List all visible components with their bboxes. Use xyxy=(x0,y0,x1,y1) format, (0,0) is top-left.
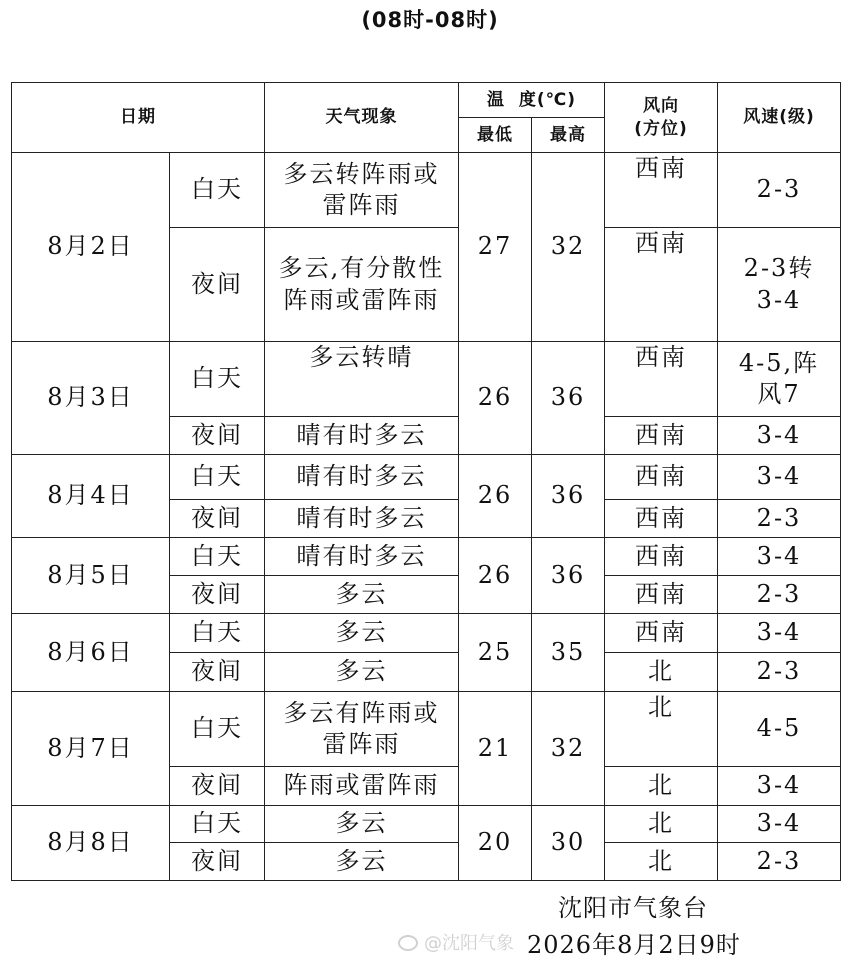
period-label: 白天 xyxy=(170,153,265,228)
period-label: 夜间 xyxy=(170,843,265,881)
period-label: 白天 xyxy=(170,342,265,417)
weather-cell xyxy=(265,153,459,228)
wind-speed xyxy=(718,342,841,417)
wind-direction: 北 xyxy=(605,806,718,843)
temp-low: 21 xyxy=(459,692,532,806)
temp-high: 32 xyxy=(532,692,605,806)
temp-high: 36 xyxy=(532,342,605,455)
weather-text: 晴有时多云 xyxy=(265,455,459,500)
weather-text: 多云转阵雨或雷阵雨 xyxy=(283,159,440,219)
weather-text: 晴有时多云 xyxy=(265,538,459,576)
wind-direction: 北 xyxy=(605,843,718,881)
wind-direction: 西南 xyxy=(605,455,718,500)
day-date: 8月2日 xyxy=(12,153,170,342)
day-date: 8月8日 xyxy=(12,806,170,881)
weather-text: 晴有时多云 xyxy=(265,500,459,538)
weather-text: 多云有阵雨或雷阵雨 xyxy=(283,698,440,758)
watermark xyxy=(398,929,514,955)
header-wind-direction xyxy=(605,83,718,153)
temp-low: 26 xyxy=(459,455,532,538)
weather-text: 多云转晴 xyxy=(265,342,459,417)
wind-speed-text: 4-5,阵风7 xyxy=(738,348,820,408)
day-date: 8月4日 xyxy=(12,455,170,538)
issue-date: 2026年8月2日9时 xyxy=(527,931,741,959)
wind-speed: 2-3 xyxy=(718,843,841,881)
temp-high: 35 xyxy=(532,614,605,692)
temp-low: 26 xyxy=(459,342,532,455)
weather-text: 阵雨或雷阵雨 xyxy=(265,767,459,806)
period-label: 白天 xyxy=(170,806,265,843)
wind-direction: 北 xyxy=(605,692,718,767)
wind-direction: 西南 xyxy=(605,576,718,614)
header-date: 日期 xyxy=(12,83,265,153)
weibo-logo-icon xyxy=(398,935,418,951)
weather-text: 多云,有分散性阵雨或雷阵雨 xyxy=(278,254,445,314)
weather-text: 多云 xyxy=(265,614,459,653)
weather-text: 晴有时多云 xyxy=(265,417,459,455)
issuing-office: 沈阳市气象台 xyxy=(558,894,708,922)
wind-speed: 3-4 xyxy=(718,417,841,455)
period-label: 白天 xyxy=(170,538,265,576)
temp-high: 30 xyxy=(532,806,605,881)
wind-speed: 3-4 xyxy=(718,806,841,843)
wind-speed-text: 2-3转3-4 xyxy=(743,254,815,314)
period-label: 夜间 xyxy=(170,500,265,538)
wind-direction: 北 xyxy=(605,653,718,692)
wind-speed xyxy=(718,228,841,342)
temp-low: 27 xyxy=(459,153,532,342)
watermark-text: @沈阳气象 xyxy=(424,933,514,954)
period-label: 夜间 xyxy=(170,576,265,614)
wind-speed: 3-4 xyxy=(718,614,841,653)
period-label: 夜间 xyxy=(170,417,265,455)
temp-high: 36 xyxy=(532,538,605,614)
header-low: 最低 xyxy=(459,118,532,153)
weather-text: 多云 xyxy=(265,806,459,843)
header-high: 最高 xyxy=(532,118,605,153)
header-weather: 天气现象 xyxy=(265,83,459,153)
wind-direction: 西南 xyxy=(605,153,718,228)
temp-high: 32 xyxy=(532,153,605,342)
wind-speed: 3-4 xyxy=(718,455,841,500)
weather-cell xyxy=(265,228,459,342)
wind-direction: 西南 xyxy=(605,342,718,417)
temp-low: 25 xyxy=(459,614,532,692)
period-label: 夜间 xyxy=(170,767,265,806)
forecast-period: (08时-08时) xyxy=(361,8,499,32)
period-label: 夜间 xyxy=(170,228,265,342)
weather-text: 多云 xyxy=(265,576,459,614)
header-wind-direction-line1: 风向 xyxy=(643,96,679,117)
wind-speed: 4-5 xyxy=(718,692,841,767)
temp-low: 26 xyxy=(459,538,532,614)
period-label: 夜间 xyxy=(170,653,265,692)
wind-speed: 3-4 xyxy=(718,538,841,576)
temp-high: 36 xyxy=(532,455,605,538)
wind-speed: 2-3 xyxy=(718,653,841,692)
weather-cell xyxy=(265,692,459,767)
day-date: 8月6日 xyxy=(12,614,170,692)
wind-direction: 北 xyxy=(605,767,718,806)
wind-direction: 西南 xyxy=(605,417,718,455)
period-label: 白天 xyxy=(170,455,265,500)
day-date: 8月7日 xyxy=(12,692,170,806)
wind-direction: 西南 xyxy=(605,614,718,653)
weather-text: 多云 xyxy=(265,653,459,692)
wind-speed: 2-3 xyxy=(718,500,841,538)
header-wind-direction-line2: (方位) xyxy=(634,118,688,139)
wind-direction: 西南 xyxy=(605,500,718,538)
forecast-table xyxy=(11,82,841,881)
wind-speed: 3-4 xyxy=(718,767,841,806)
header-temperature: 温 度(℃) xyxy=(459,83,605,118)
wind-direction: 西南 xyxy=(605,228,718,342)
weather-text: 多云 xyxy=(265,843,459,881)
period-label: 白天 xyxy=(170,692,265,767)
day-date: 8月5日 xyxy=(12,538,170,614)
wind-direction: 西南 xyxy=(605,538,718,576)
period-label: 白天 xyxy=(170,614,265,653)
wind-speed: 2-3 xyxy=(718,576,841,614)
header-wind-speed: 风速(级) xyxy=(718,83,841,153)
temp-low: 20 xyxy=(459,806,532,881)
day-date: 8月3日 xyxy=(12,342,170,455)
wind-speed: 2-3 xyxy=(718,153,841,228)
